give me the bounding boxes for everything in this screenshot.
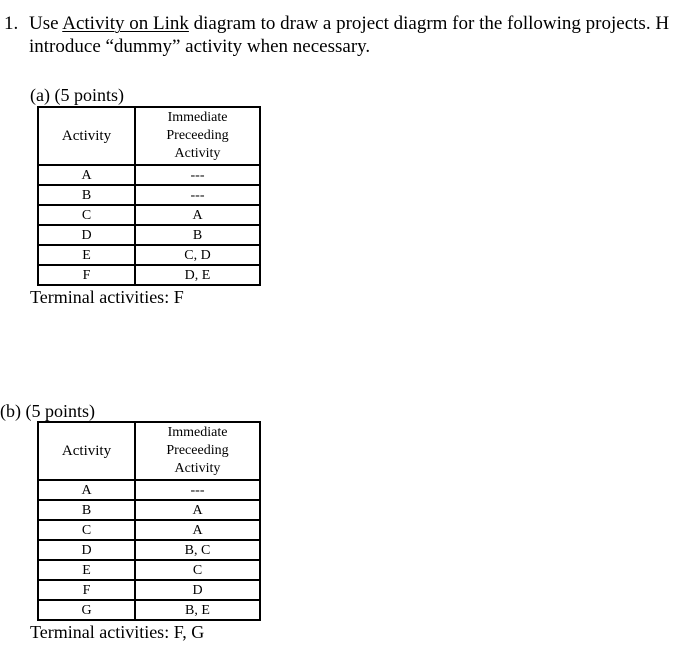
table-row [38,480,260,500]
preceding-cell: C [135,560,260,580]
table-row [38,540,260,560]
table-row [38,600,260,620]
preceding-cell: D [135,580,260,600]
header-line: Immediate [167,110,228,125]
activity-cell: C [38,205,135,225]
activity-cell: G [38,600,135,620]
part-a-header-activity: Activity [38,107,135,165]
preceding-cell: --- [135,165,260,185]
part-b-header-activity: Activity [38,422,135,480]
activity-cell: D [38,540,135,560]
activity-cell: B [38,500,135,520]
question-line-1-pre: Use [29,13,63,34]
preceding-cell: --- [135,480,260,500]
part-a-label: (a) (5 points) [30,85,124,105]
preceding-cell: A [135,500,260,520]
activity-cell: F [38,265,135,285]
question-line-1 [29,13,669,35]
part-a-terminal: Terminal activities: F [30,287,184,307]
part-a-header-immediate [135,107,260,165]
table-row [38,245,260,265]
header-line: Activity [174,461,221,476]
part-b-label: (b) (5 points) [0,401,95,421]
part-b-terminal: Terminal activities: F, G [30,622,205,642]
table-row [38,165,260,185]
header-line: Immediate [167,425,228,440]
activity-cell: F [38,580,135,600]
preceding-cell: B, E [135,600,260,620]
question-line-2: introduce “dummy” activity when necessary. [29,36,371,57]
activity-cell: E [38,245,135,265]
table-row [38,205,260,225]
preceding-cell: B, C [135,540,260,560]
activity-cell: E [38,560,135,580]
preceding-cell: D, E [135,265,260,285]
header-line: Preceeding [166,128,229,143]
table-row [38,225,260,245]
preceding-cell: --- [135,185,260,205]
activity-on-link-term: Activity on Link [62,13,189,34]
preceding-cell: A [135,520,260,540]
activity-cell: A [38,165,135,185]
table-row [38,500,260,520]
part-b-header-row [38,422,260,480]
header-line: Activity [174,146,221,161]
table-row [38,580,260,600]
part-b-header-immediate [135,422,260,480]
part-a-header-row [38,107,260,165]
table-row [38,185,260,205]
activity-cell: D [38,225,135,245]
table-row [38,560,260,580]
preceding-cell: A [135,205,260,225]
preceding-cell: C, D [135,245,260,265]
question-line-1-post: diagram to draw a project diagrm for the following projects. H [188,13,670,34]
table-row [38,265,260,285]
question-number: 1. [4,13,19,34]
activity-cell: B [38,185,135,205]
part-b-table [37,421,261,621]
table-row [38,520,260,540]
header-line: Preceeding [166,443,229,458]
part-a-table [37,106,261,286]
activity-cell: A [38,480,135,500]
preceding-cell: B [135,225,260,245]
activity-cell: C [38,520,135,540]
